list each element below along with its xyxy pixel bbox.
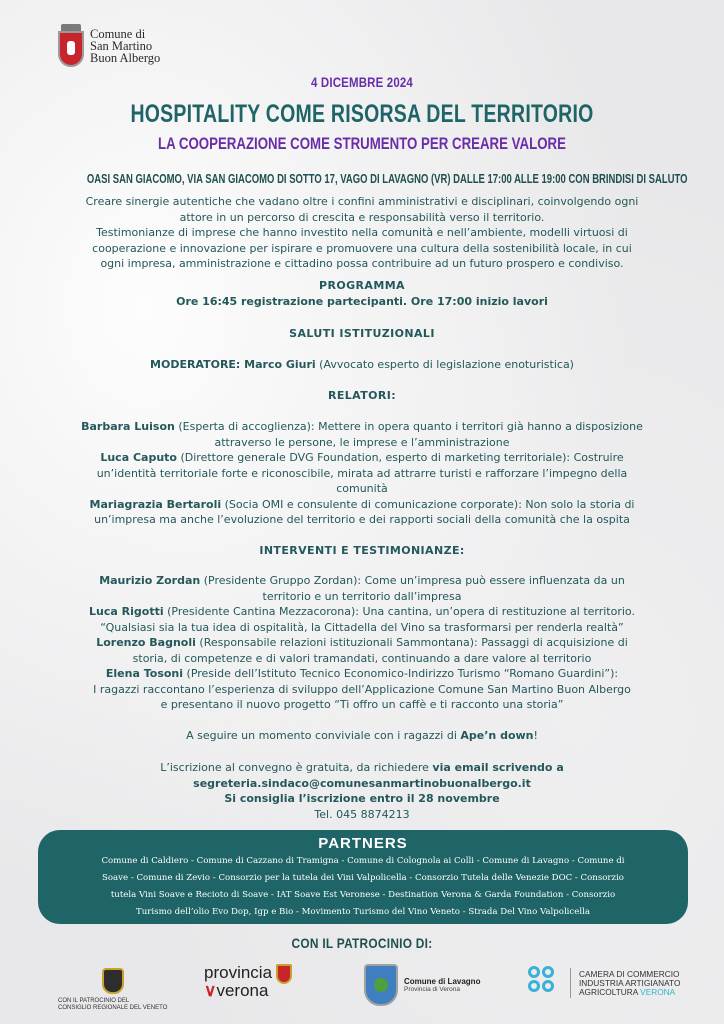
intro-paragraph: Creare sinergie autentiche che vadano oltre i confini amministrativi e disciplinari, coinvolgendo ogni attore in un percorso di crescita e responsabilità verso il territorio. Testimonianze di imprese che hanno investito nella comunità e nell’ambiente, modelli virtuosi di cooperazione e innovazione per ispirare e promuovere una cultura della sostenibilità locale, in cui ogni impresa, amministrazione e cittadino possa contribuire ad un futuro prospero e condiviso. (85, 195, 639, 270)
partners-box (38, 830, 688, 924)
provincia-shield-icon (276, 964, 292, 984)
camera-commercio-logo: CAMERA DI COMMERCIO INDUSTRIA ARTIGIANATO AGRICOLTURA VERONA (528, 966, 698, 1000)
consiglio-regionale-logo: CON IL PATROCINIO DEL CONSIGLIO REGIONALE DEL VENETO (58, 968, 168, 1012)
list-item: Luca Rigotti (Presidente Cantina Mezzacorona): Una cantina, un’opera di restituzione al territorio. (89, 605, 635, 618)
lion-crest-icon (102, 968, 124, 994)
lavagno-crest-icon (364, 964, 398, 1006)
provincia-verona-logo: provincia ∨verona (204, 964, 304, 1000)
event-subtitle: LA COOPERAZIONE COME STRUMENTO PER CREARE VALORE (158, 134, 566, 153)
interventi-heading: INTERVENTI E TESTIMONIANZE: (259, 544, 465, 557)
relatori-heading: RELATORI: (327, 389, 397, 402)
patrocinio-heading: CON IL PATROCINIO DI: (291, 935, 433, 951)
event-venue: OASI SAN GIACOMO, VIA SAN GIACOMO DI SOTTO 17, VAGO DI LAVAGNO (VR) DALLE 17:00 ALLE 19:00 CON BRINDISI DI SALUTO (86, 172, 688, 186)
saluti-heading: SALUTI ISTITUZIONALI (289, 327, 435, 340)
comune-logo (58, 24, 160, 68)
iscrizione-section: L’iscrizione al convegno è gratuita, da richiedere via email scrivendo a segreteria.sindaco@comunesanmartinobuonalbergo.it Si consiglia l’iscrizione entro il 28 novembre Tel. 045 8874213 (30, 760, 694, 822)
list-item: Barbara Luison (Esperta di accoglienza): Mettere in opera quanto i territori già hanno a disposizione (81, 420, 643, 433)
list-item: Maurizio Zordan (Presidente Gruppo Zordan): Come un’impresa può essere influenzata da un (99, 574, 625, 587)
v-mark-icon: ∨ (204, 981, 217, 1000)
crest-icon (58, 24, 84, 68)
programma-section (30, 278, 694, 309)
programma-schedule: Ore 16:45 registrazione partecipanti. Ore 17:00 inizio lavori (176, 294, 548, 308)
knot-icon (528, 966, 562, 1000)
interventi-list: Maurizio Zordan (Presidente Gruppo Zordan): Come un’impresa può essere influenzata da un territorio e un territorio dall’impresa Luca Rigotti (Presidente Cantina Mezzacorona): Una cantina, un’opera di restituzione al territorio. “Qualsiasi sia la tua idea di ospitalità, la Cittadella del Vino sa trasformarsi per renderla realtà” Lorenzo Bagnoli (Responsabile relazioni istituzionali Sammontana): Passaggi di acquisizione di storia, di competenze e di valori tramandati, continuando a dare valore al territorio Elena Tosoni (Preside dell’Istituto Tecnico Economico-Indirizzo Turismo “Romano Guardini”): I ragazzi raccontano l’esperienza di sviluppo dell’Applicazione Comune San Martino Buon Albergo e presentano il nuovo progetto “Ti offro un caffè e ti racconto una storia” (30, 573, 694, 713)
moderator: MODERATORE: Marco Giuri (Avvocato esperto di legislazione enoturistica) (150, 358, 574, 371)
comune-lavagno-logo: Comune di Lavagno Provincia di Verona (364, 964, 494, 1006)
partners-title: PARTNERS (318, 835, 408, 852)
comune-logo-text: Comune di San Martino Buon Albergo (90, 27, 161, 65)
iscrizione-deadline: Si consiglia l’iscrizione entro il 28 novembre (224, 792, 500, 805)
list-item: Luca Caputo (Direttore generale DVG Foundation, esperto di marketing territoriale): Costruire (100, 451, 624, 464)
email-link[interactable]: segreteria.sindaco@comunesanmartinobuonalbergo.it (193, 776, 531, 790)
event-title: HOSPITALITY COME RISORSA DEL TERRITORIO (130, 100, 594, 128)
list-item: Elena Tosoni (Preside dell’Istituto Tecnico Economico-Indirizzo Turismo “Romano Guardini”): (105, 667, 619, 680)
programma-heading: PROGRAMMA (319, 279, 405, 292)
list-item: Lorenzo Bagnoli (Responsabile relazioni istituzionali Sammontana): Passaggi di acquisizione di (96, 636, 628, 649)
partners-list: Comune di Caldiero - Comune di Cazzano di Tramigna - Comune di Colognola ai Colli - Comune di Lavagno - Comune di Soave - Comune di Zevio - Consorzio per la tutela dei Vini Valpolicella - Consorzio Tutela delle Venezie DOC - Consorzio tutela Vini Soave e Recioto di Soave - IAT Soave Est Veronese - Destination Verona & Garda Foundation - Consorzio Turismo dell’olio Evo Dop, Igp e Bio - Movimento Turismo del Vino Veneto - Strada Del Vino Valpolicella (101, 856, 625, 917)
event-date: 4 DICEMBRE 2024 (310, 74, 413, 90)
phone-number: Tel. 045 8874213 (314, 807, 410, 821)
relatori-list: Barbara Luison (Esperta di accoglienza): Mettere in opera quanto i territori già hanno a disposizione attraverso le persone, le imprese e l’amministrazione Luca Caputo (Direttore generale DVG Foundation, esperto di marketing territoriale): Costruire un’identità territoriale forte e riconoscibile, mirata ad attrarre turisti e rafforzare l’impegno della comunità Mariagrazia Bertaroli (Socia OMI e consulente di comunicazione corporate): Non solo la storia di un’impresa ma anche l’evoluzione del territorio e dei rapporti sociali della comunità che la ospita (30, 419, 694, 528)
list-item: Mariagrazia Bertaroli (Socia OMI e consulente di comunicazione corporate): Non solo la storia di (89, 497, 635, 511)
conviviale: A seguire un momento conviviale con i ragazzi di Ape’n down! (186, 729, 538, 742)
